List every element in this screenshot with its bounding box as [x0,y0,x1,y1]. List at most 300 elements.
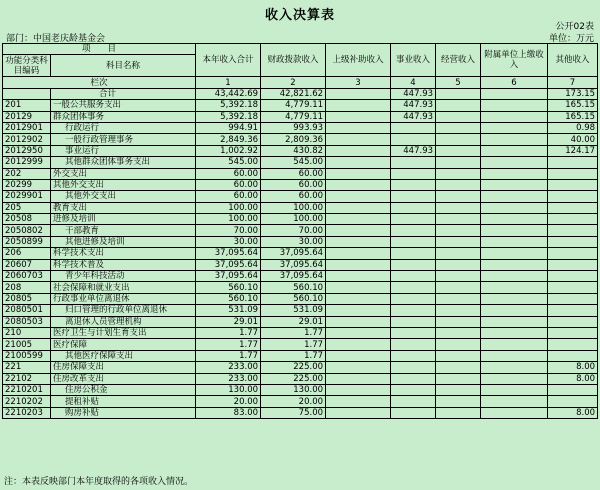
table-row [3,225,598,236]
table-row [3,168,598,179]
subject-name-cell: 提租补贴 [51,396,196,407]
table-row [3,293,598,304]
func-code-cell: 21005 [3,339,51,350]
value-cell [326,157,391,168]
value-cell [481,122,548,133]
func-code-cell: 2012999 [3,157,51,168]
func-code-cell: 202 [3,168,51,179]
header-col-6: 附属单位上缴收入 [481,44,548,77]
value-cell [481,305,548,316]
value-cell [326,111,391,122]
value-cell [326,100,391,111]
value-cell [436,214,481,225]
value-cell: 5,392.18 [196,100,261,111]
value-cell: 60.00 [261,191,326,202]
value-cell [326,293,391,304]
value-cell [436,282,481,293]
value-cell [481,350,548,361]
value-cell [548,396,598,407]
value-cell [391,396,436,407]
func-code-cell: 2029901 [3,191,51,202]
subject-name-cell: 其他外交支出 [51,179,196,190]
value-cell [391,316,436,327]
value-cell [326,339,391,350]
table-row [3,305,598,316]
func-code-cell: 201 [3,100,51,111]
value-cell [436,168,481,179]
value-cell: 225.00 [261,373,326,384]
value-cell [481,134,548,145]
value-cell [436,134,481,145]
value-cell: 531.09 [196,305,261,316]
value-cell [436,225,481,236]
value-cell: 545.00 [196,157,261,168]
value-cell [391,339,436,350]
value-cell: 560.10 [196,293,261,304]
table-row [3,111,598,122]
table-row [3,248,598,259]
func-code-cell: 2080503 [3,316,51,327]
value-cell [436,384,481,395]
value-cell [481,236,548,247]
value-cell [481,271,548,282]
value-cell: 37,095.64 [196,248,261,259]
value-cell: 4,779.11 [261,111,326,122]
value-cell [548,305,598,316]
value-cell [481,293,548,304]
header-col-1: 本年收入合计 [196,44,261,77]
col-number: 2 [261,77,326,88]
table-row [3,282,598,293]
value-cell: 60.00 [196,191,261,202]
value-cell [481,282,548,293]
value-cell: 1.77 [261,350,326,361]
header-col-index: 栏次 [3,77,196,88]
value-cell [436,248,481,259]
table-row [3,100,598,111]
value-cell [391,236,436,247]
value-cell: 447.93 [391,145,436,156]
value-cell [548,157,598,168]
subject-name-cell: 其他外交支出 [51,191,196,202]
func-code-cell: 2210203 [3,407,51,418]
value-cell: 560.10 [261,293,326,304]
col-number: 6 [481,77,548,88]
value-cell [326,134,391,145]
value-cell: 560.10 [196,282,261,293]
func-code-cell: 2050899 [3,236,51,247]
unit-label: 单位：万元 [548,34,594,44]
subject-name-cell: 科学技术支出 [51,248,196,259]
value-cell [436,396,481,407]
table-row [3,145,598,156]
value-cell [326,305,391,316]
func-code-cell: 2012902 [3,134,51,145]
value-cell [436,259,481,270]
value-cell [326,214,391,225]
value-cell: 1.77 [261,339,326,350]
value-cell: 165.15 [548,111,598,122]
value-cell: 40.00 [548,134,598,145]
value-cell [481,327,548,338]
value-cell: 545.00 [261,157,326,168]
value-cell: 130.00 [261,384,326,395]
value-cell: 37,095.64 [261,271,326,282]
value-cell [391,384,436,395]
value-cell: 29.01 [196,316,261,327]
value-cell [481,111,548,122]
value-cell [548,316,598,327]
value-cell [436,293,481,304]
value-cell: 531.09 [261,305,326,316]
header-subject-name: 科目名称 [51,55,196,77]
func-code-cell: 2210201 [3,384,51,395]
subject-name-cell: 住房改革支出 [51,373,196,384]
footnote: 注：本表反映部门本年度取得的各项收入情况。 [4,477,194,487]
value-cell [436,157,481,168]
value-cell: 8.00 [548,407,598,418]
value-cell: 30.00 [196,236,261,247]
value-cell: 2,809.36 [261,134,326,145]
value-cell [481,168,548,179]
value-cell [436,316,481,327]
value-cell [548,202,598,213]
value-cell [391,191,436,202]
value-cell [436,339,481,350]
value-cell [481,179,548,190]
value-cell [326,191,391,202]
value-cell: 560.10 [261,282,326,293]
value-cell [548,339,598,350]
value-cell [548,293,598,304]
value-cell: 70.00 [261,225,326,236]
table-row [3,88,598,99]
value-cell: 447.93 [391,100,436,111]
value-cell [326,88,391,99]
value-cell [436,202,481,213]
value-cell: 1.77 [261,327,326,338]
value-cell [548,214,598,225]
value-cell [548,282,598,293]
subject-name-cell: 其他医疗保障支出 [51,350,196,361]
value-cell [326,122,391,133]
subject-name-cell: 行政事业单位离退休 [51,293,196,304]
value-cell [481,100,548,111]
value-cell: 43,442.69 [196,88,261,99]
table-row [3,339,598,350]
value-cell [391,305,436,316]
table-row [3,134,598,145]
value-cell: 994.91 [196,122,261,133]
value-cell [326,384,391,395]
value-cell: 30.00 [261,236,326,247]
value-cell [548,191,598,202]
value-cell [436,327,481,338]
value-cell [326,396,391,407]
subject-name-cell: 购房补贴 [51,407,196,418]
value-cell [548,168,598,179]
table-row [3,236,598,247]
func-code-cell: 2100599 [3,350,51,361]
value-cell: 233.00 [196,373,261,384]
value-cell [481,384,548,395]
subject-name-cell: 外交支出 [51,168,196,179]
value-cell [391,293,436,304]
value-cell: 1.77 [196,339,261,350]
table-row [3,373,598,384]
value-cell [481,225,548,236]
value-cell [326,145,391,156]
value-cell [391,248,436,259]
value-cell [548,248,598,259]
value-cell: 124.17 [548,145,598,156]
table-row [3,191,598,202]
value-cell [391,373,436,384]
value-cell: 100.00 [261,202,326,213]
department-label: 部门：中国老庆龄基金会 [6,34,106,44]
subject-name-cell: 事业运行 [51,145,196,156]
func-code-cell: 2012901 [3,122,51,133]
value-cell: 1,002.92 [196,145,261,156]
func-code-cell: 210 [3,327,51,338]
func-code-cell: 20508 [3,214,51,225]
func-code-cell: 20805 [3,293,51,304]
func-code-cell: 2060703 [3,271,51,282]
value-cell [391,407,436,418]
value-cell [481,339,548,350]
value-cell: 993.93 [261,122,326,133]
value-cell [481,248,548,259]
table-row [3,157,598,168]
value-cell: 37,095.64 [261,259,326,270]
value-cell [391,134,436,145]
func-code-cell: 2080501 [3,305,51,316]
subject-name-cell: 离退休人员管理机构 [51,316,196,327]
func-code-cell: 20607 [3,259,51,270]
table-body [3,88,598,418]
value-cell [481,191,548,202]
subject-name-cell: 医疗卫生与计划生育支出 [51,327,196,338]
value-cell: 37,095.64 [196,259,261,270]
table-row [3,316,598,327]
table-row [3,350,598,361]
subject-name-cell: 合计 [51,88,196,99]
value-cell [391,350,436,361]
subject-name-cell: 住房保障支出 [51,362,196,373]
value-cell [548,350,598,361]
value-cell: 447.93 [391,88,436,99]
col-number: 1 [196,77,261,88]
value-cell: 8.00 [548,373,598,384]
subject-name-cell: 进修及培训 [51,214,196,225]
value-cell [326,179,391,190]
value-cell: 37,095.64 [196,271,261,282]
table-row [3,271,598,282]
table-row [3,202,598,213]
value-cell [436,407,481,418]
func-code-cell: 2050802 [3,225,51,236]
value-cell [326,362,391,373]
value-cell [436,305,481,316]
func-code-cell: 20129 [3,111,51,122]
value-cell [481,407,548,418]
value-cell: 5,392.18 [196,111,261,122]
value-cell: 100.00 [261,214,326,225]
value-cell [326,282,391,293]
value-cell [391,362,436,373]
value-cell [326,259,391,270]
value-cell [481,214,548,225]
value-cell [548,259,598,270]
value-cell: 42,821.62 [261,88,326,99]
col-number: 4 [391,77,436,88]
value-cell: 1.77 [196,350,261,361]
value-cell [326,407,391,418]
value-cell [326,248,391,259]
value-cell: 430.82 [261,145,326,156]
value-cell [391,214,436,225]
func-code-cell: 20299 [3,179,51,190]
subject-name-cell: 教育支出 [51,202,196,213]
table-row [3,214,598,225]
value-cell [391,179,436,190]
value-cell [326,202,391,213]
value-cell [436,145,481,156]
subject-name-cell: 青少年科技活动 [51,271,196,282]
header-col-2: 财政拨款收入 [261,44,326,77]
value-cell [326,327,391,338]
subject-name-cell: 科学技术普及 [51,259,196,270]
revenue-table [2,43,598,419]
table-row [3,362,598,373]
value-cell [548,271,598,282]
subject-name-cell: 医疗保障 [51,339,196,350]
subject-name-cell: 归口管理的行政单位离退休 [51,305,196,316]
value-cell [436,350,481,361]
value-cell: 60.00 [196,179,261,190]
value-cell [391,122,436,133]
value-cell [481,316,548,327]
header-func-code: 功能分类科目编码 [3,55,51,77]
value-cell [548,384,598,395]
value-cell [481,373,548,384]
value-cell [436,111,481,122]
value-cell [326,373,391,384]
value-cell [481,396,548,407]
value-cell [391,327,436,338]
value-cell: 37,095.64 [261,248,326,259]
value-cell: 100.00 [196,202,261,213]
header-project: 项 目 [3,44,196,55]
col-number: 3 [326,77,391,88]
value-cell [326,316,391,327]
func-code-cell: 2012950 [3,145,51,156]
value-cell: 130.00 [196,384,261,395]
value-cell [436,236,481,247]
value-cell [481,145,548,156]
value-cell: 75.00 [261,407,326,418]
func-code-cell [3,88,51,99]
value-cell [436,100,481,111]
value-cell [326,350,391,361]
page-title: 收入决算表 [264,8,335,23]
value-cell [436,179,481,190]
value-cell: 20.00 [196,396,261,407]
value-cell [436,271,481,282]
value-cell [436,362,481,373]
value-cell: 233.00 [196,362,261,373]
value-cell: 60.00 [196,168,261,179]
value-cell: 60.00 [261,179,326,190]
table-row [3,327,598,338]
value-cell [481,88,548,99]
subject-name-cell: 一般公共服务支出 [51,100,196,111]
table-row [3,396,598,407]
value-cell [436,373,481,384]
value-cell [548,327,598,338]
value-cell [481,362,548,373]
value-cell [548,225,598,236]
value-cell [391,157,436,168]
value-cell [391,225,436,236]
value-cell [436,122,481,133]
table-row [3,384,598,395]
col-number: 7 [548,77,598,88]
col-number: 5 [436,77,481,88]
value-cell: 1.77 [196,327,261,338]
value-cell [391,202,436,213]
value-cell [326,168,391,179]
header-col-5: 经营收入 [436,44,481,77]
subject-name-cell: 其他群众团体事务支出 [51,157,196,168]
value-cell [548,179,598,190]
table-row [3,407,598,418]
value-cell [436,88,481,99]
value-cell [548,236,598,247]
value-cell [481,259,548,270]
table-row [3,179,598,190]
func-code-cell: 205 [3,202,51,213]
form-code: 公开02表 [555,22,594,32]
header-col-7: 其他收入 [548,44,598,77]
value-cell [481,202,548,213]
value-cell [436,191,481,202]
value-cell: 20.00 [261,396,326,407]
value-cell: 70.00 [196,225,261,236]
subject-name-cell: 其他进修及培训 [51,236,196,247]
header-col-4: 事业收入 [391,44,436,77]
value-cell: 4,779.11 [261,100,326,111]
subject-name-cell: 群众团体事务 [51,111,196,122]
value-cell: 29.01 [261,316,326,327]
value-cell [326,236,391,247]
value-cell [326,225,391,236]
value-cell: 173.15 [548,88,598,99]
value-cell: 165.15 [548,100,598,111]
value-cell: 2,849.36 [196,134,261,145]
value-cell [391,168,436,179]
value-cell: 225.00 [261,362,326,373]
table-row [3,259,598,270]
value-cell [391,271,436,282]
value-cell [481,157,548,168]
subject-name-cell: 行政运行 [51,122,196,133]
value-cell: 60.00 [261,168,326,179]
header-col-3: 上级补助收入 [326,44,391,77]
value-cell: 8.00 [548,362,598,373]
value-cell [391,259,436,270]
value-cell [391,282,436,293]
